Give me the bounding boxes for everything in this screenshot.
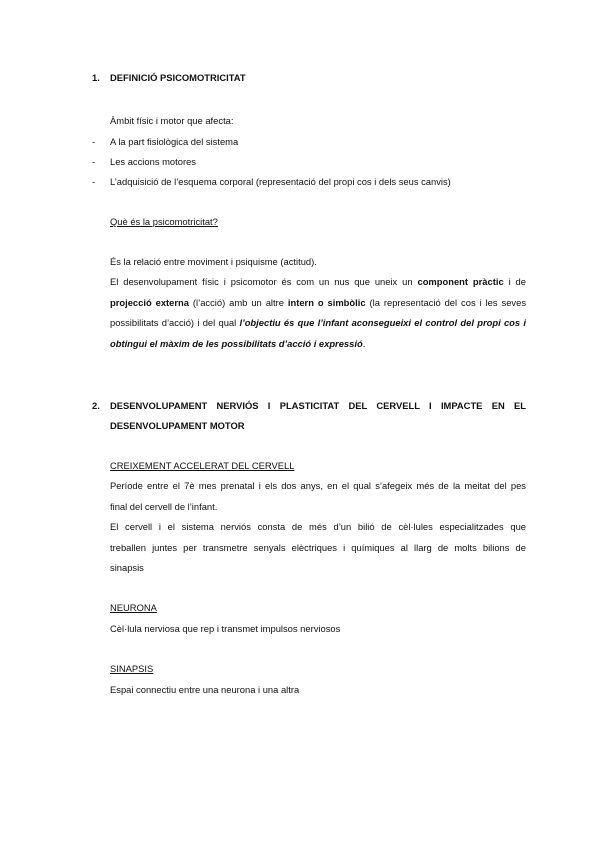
text-run: El desenvolupament físic i psicomotor és com un nus que uneix un [110, 276, 418, 287]
subheading-neuron: NEURONA [110, 602, 157, 613]
section-1-title: DEFINICIÓ PSICOMOTRICITAT [110, 72, 246, 83]
bullet-marker: - [92, 156, 96, 167]
text-run: (l’acció) amb un altre [188, 297, 288, 308]
paragraph-line: Període entre el 7è mes prenatal i els dos anys, en el qual s’afegeix més de la meitat del pes [110, 480, 526, 491]
section-1-intro: Àmbit físic i motor que afecta: [110, 115, 234, 126]
paragraph-line: sinapsis [110, 562, 144, 573]
paragraph-synapse: Espai connectiu entre una neurona i una altra [110, 684, 300, 695]
paragraph-definition: És la relació entre moviment i psiquisme (actitud). [110, 256, 317, 267]
text-run: i de [503, 276, 526, 287]
bold-italic-phrase: l’objectiu és que l’infant aconsegueixi el control del propi cos i [239, 317, 526, 328]
subheading-synapse: SINAPSIS [110, 663, 154, 674]
paragraph-line [110, 338, 365, 350]
paragraph-line [110, 297, 526, 309]
paragraph-line [110, 317, 526, 329]
text-run: possibilitats d’acció) i del qual [110, 317, 240, 328]
bullet-marker: - [92, 176, 96, 187]
bold-term: component pràctic [417, 276, 504, 287]
bold-italic-phrase: obtingui el màxim de les possibilitats d’acció i expressió [110, 338, 363, 349]
text-run: (la representació del cos i les seves [365, 297, 527, 308]
bold-term: projecció externa [110, 297, 189, 308]
section-2-title-line2: DESENVOLUPAMENT MOTOR [110, 420, 245, 431]
list-item: Les accions motores [110, 156, 196, 167]
section-2-number: 2. [92, 400, 100, 411]
subheading-what-is: Què és la psicomotricitat? [110, 216, 218, 227]
section-1-number: 1. [92, 72, 100, 83]
paragraph-line: treballen juntes per transmetre senyals elèctriques i químiques al llarg de molts bilions de [110, 542, 526, 553]
bold-term: intern o simbòlic [287, 297, 366, 308]
list-item: L’adquisició de l’esquema corporal (representació del propi cos i dels seus canvis) [110, 176, 451, 187]
paragraph-line: El cervell i el sistema nerviós consta de més d’un bilió de cèl·lules especialitzades que [110, 521, 526, 532]
subheading-brain-growth: CREIXEMENT ACCELERAT DEL CERVELL [110, 460, 295, 471]
text-run: . [362, 338, 366, 349]
paragraph-line [110, 276, 526, 288]
paragraph-line: final del cervell de l’infant. [110, 501, 218, 512]
list-item: A la part fisiològica del sistema [110, 136, 239, 147]
section-2-title-line1: DESENVOLUPAMENT NERVIÓS I PLASTICITAT DEL CERVELL I IMPACTE EN EL [110, 400, 526, 411]
paragraph-neuron: Cèl·lula nerviosa que rep i transmet impulsos nerviosos [110, 623, 341, 634]
bullet-marker: - [92, 136, 96, 147]
